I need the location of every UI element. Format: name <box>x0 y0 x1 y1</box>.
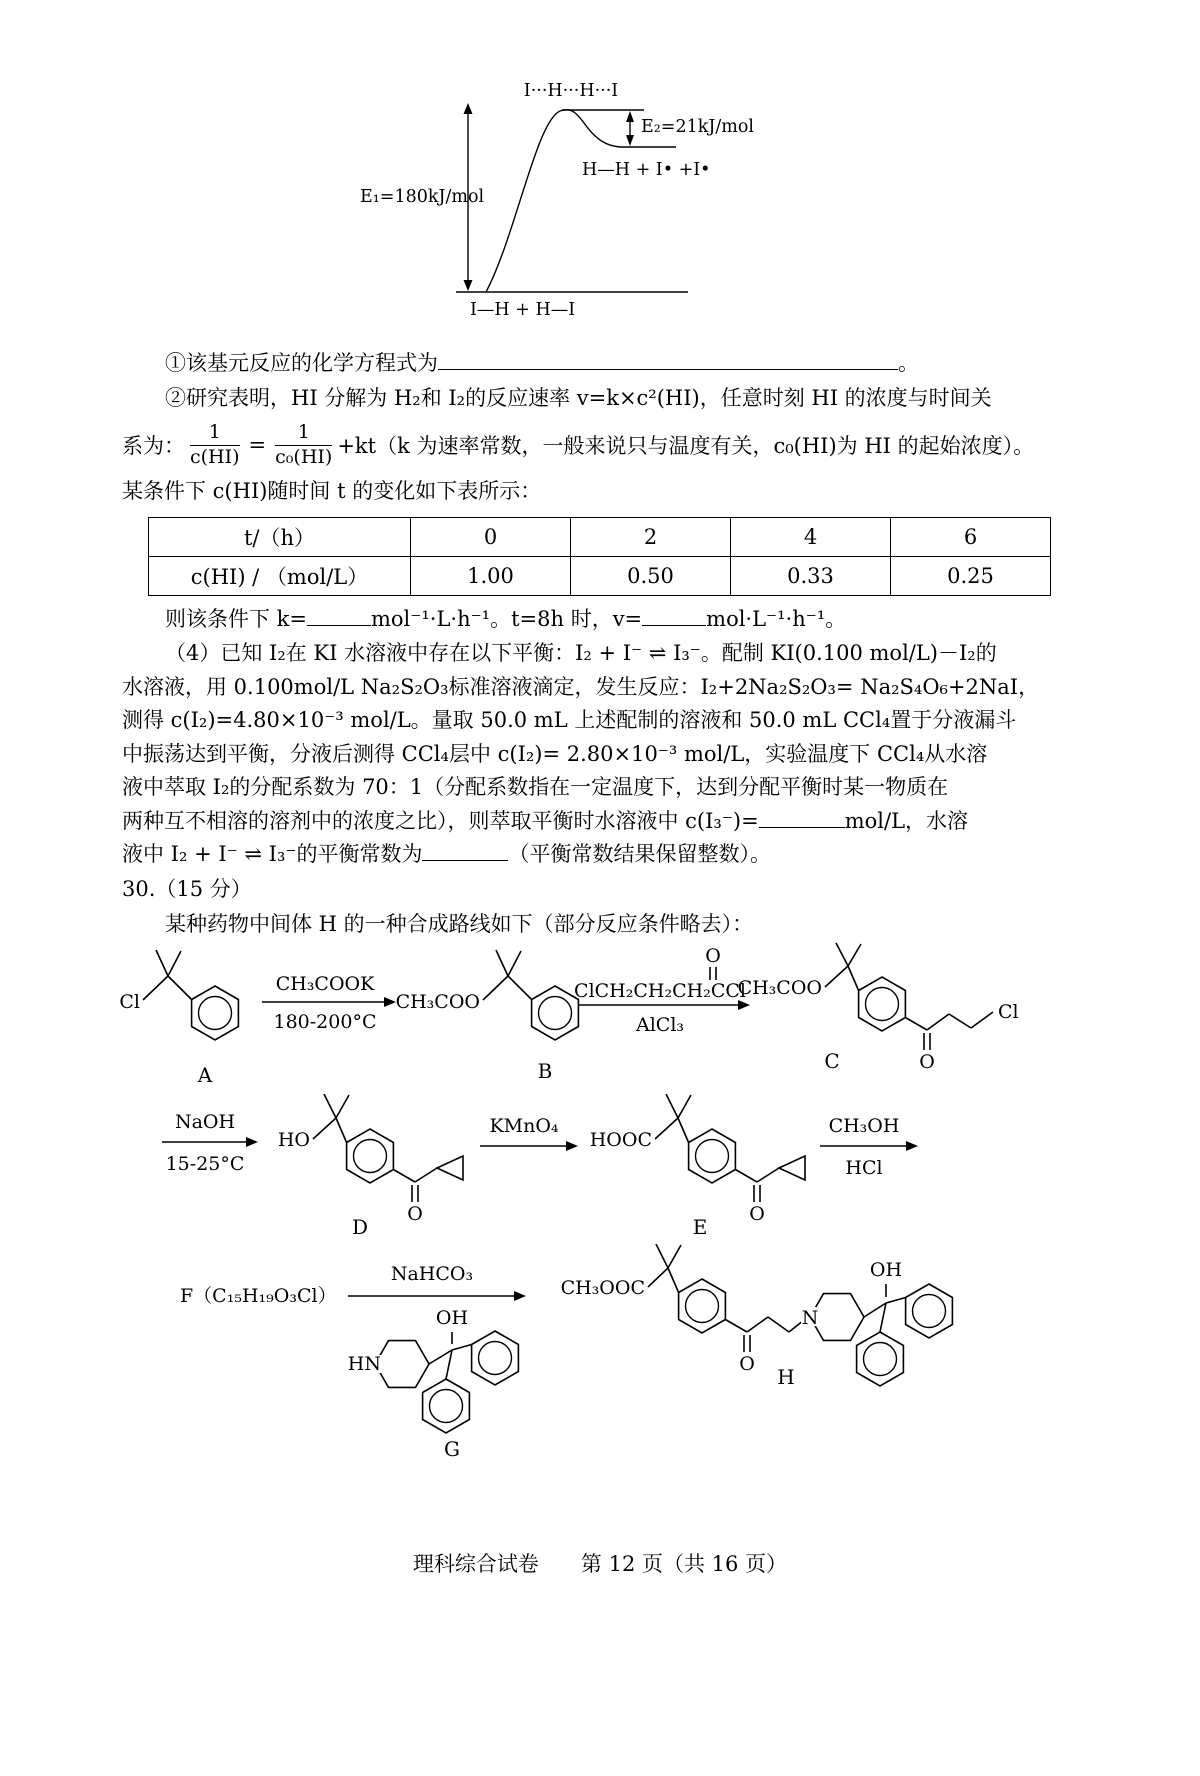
reaction-arrow-6 <box>348 1263 526 1301</box>
p4-line: 测得 c(I₂)=4.80×10⁻³ mol/L。量取 50.0 mL 上述配制的溶液和 50.0 mL CCl₄置于分液漏斗 <box>122 708 1017 732</box>
cl-atom-label: Cl <box>119 990 140 1013</box>
hn-label: HN <box>347 1352 381 1375</box>
page-footer: 理科综合试卷 第 12 页（共 16 页） <box>412 1551 788 1576</box>
fraction-1 <box>190 422 240 469</box>
table-cell: c(HI) / （mol/L） <box>149 557 411 596</box>
question-part-4 <box>122 637 1112 872</box>
k-text-a: 则该条件下 k= <box>165 607 307 631</box>
p4-line: 液中萃取 I₂的分配系数为 70：1（分配系数指在一定温度下，达到分配平衡时某一物质在 <box>122 775 949 799</box>
reagent-label: CH₃COOK <box>275 972 375 995</box>
structure-c <box>738 943 1019 1073</box>
answer-blank-ci3 <box>759 805 845 827</box>
synthesis-row-1 <box>0 942 1100 1094</box>
cyclopropane-ring <box>779 1156 805 1180</box>
ground-state-label: I—H + H—I <box>470 300 576 320</box>
reagent-label: KMnO₄ <box>489 1114 559 1137</box>
fraction-1-den: c(HI) <box>190 445 240 468</box>
e2-arrowhead-down <box>626 135 634 146</box>
compound-label-g: G <box>444 1436 460 1461</box>
condition-label: HCl <box>845 1156 883 1179</box>
reaction-arrow-3 <box>162 1111 258 1175</box>
structure-g <box>348 1307 519 1461</box>
ch3ooc-label: CH₃OOC <box>560 1276 645 1299</box>
relation-prefix: 系为： <box>122 434 185 458</box>
answer-blank-kc <box>422 839 508 861</box>
q-line-relation <box>122 416 1112 474</box>
k-text-b: mol⁻¹·L·h⁻¹。t=8h 时，v= <box>371 607 643 631</box>
oh-label: OH <box>435 1306 469 1329</box>
structure-e <box>590 1094 805 1239</box>
benzene-ring <box>859 977 906 1031</box>
benzene-ring <box>423 1379 470 1433</box>
reagent-label: NaHCO₃ <box>390 1262 474 1285</box>
cl-atom-label: Cl <box>998 1000 1019 1023</box>
condition-label: 180-200°C <box>273 1010 377 1033</box>
hooc-label: HOOC <box>589 1128 652 1151</box>
p4-line <box>122 838 1112 872</box>
table-cell: 2 <box>571 518 731 557</box>
compound-label-h: H <box>777 1364 795 1389</box>
p4-line7-b: （平衡常数结果保留整数）。 <box>508 842 771 866</box>
q-equation-text: ①该基元反应的化学方程式为 <box>165 351 438 375</box>
e1-arrowhead-down <box>464 280 473 291</box>
table-cell: 0 <box>411 518 571 557</box>
reaction-arrow-5 <box>820 1115 918 1179</box>
table-cell: 6 <box>891 518 1051 557</box>
p4-line: 中振荡达到平衡，分液后测得 CCl₄层中 c(I₂)= 2.80×10⁻³ mol/L，实验温度下 CCl₄从水溶 <box>122 741 988 766</box>
table-cell: t/（h） <box>149 518 411 557</box>
e1-arrowhead-up <box>464 103 473 114</box>
ketone-o-label: O <box>407 1202 423 1225</box>
fraction-1-num: 1 <box>190 422 240 446</box>
k-text-c: mol·L⁻¹·h⁻¹。 <box>706 607 847 631</box>
e2-label: E₂=21kJ/mol <box>641 117 754 137</box>
hi-concentration-table <box>148 517 1051 596</box>
p4-line7-a: 液中 I₂ + I⁻ ⇌ I₃⁻的平衡常数为 <box>122 842 423 866</box>
q-line-equation <box>122 346 1112 381</box>
table-header-row <box>149 518 1051 557</box>
table-cell: 4 <box>731 518 891 557</box>
structure-d <box>278 1094 463 1239</box>
compound-label-e: E <box>692 1214 708 1239</box>
cyclopropane-ring <box>437 1156 463 1180</box>
benzene-ring <box>347 1129 394 1183</box>
benzene-ring <box>857 1332 904 1386</box>
e1-label: E₁=180kJ/mol <box>360 187 485 207</box>
energy-diagram <box>358 80 838 332</box>
p4-line6-a: 两种互不相溶的溶剂中的浓度之比），则萃取平衡时水溶液中 c(I₃⁻)= <box>122 808 759 833</box>
synthesis-row-3 <box>0 1244 1100 1462</box>
table-cell: 1.00 <box>411 557 571 596</box>
fraction-2-num: 1 <box>275 422 332 446</box>
q-equation-period: 。 <box>898 351 919 375</box>
table-cell: 0.33 <box>731 557 891 596</box>
ho-label: HO <box>277 1128 310 1151</box>
ketone-o-label: O <box>739 1352 755 1375</box>
ketone-o-label: O <box>749 1202 765 1225</box>
benzene-ring <box>689 1129 736 1183</box>
p4-line <box>122 805 1112 839</box>
benzene-ring <box>472 1331 519 1385</box>
benzene-ring <box>679 1279 726 1333</box>
structure-h <box>561 1244 953 1389</box>
fraction-2 <box>275 422 332 469</box>
compound-label-a: A <box>197 1062 213 1087</box>
n-label: N <box>801 1306 819 1329</box>
benzene-ring <box>532 986 579 1040</box>
benzene-ring <box>192 986 239 1040</box>
reaction-arrow-2 <box>574 945 750 1036</box>
reaction-arrow-1 <box>262 973 396 1033</box>
q-line-table-intro: 某条件下 c(HI)随时间 t 的变化如下表所示： <box>122 479 542 503</box>
benzene-ring <box>906 1284 953 1338</box>
table-value-row <box>149 557 1051 596</box>
reaction-arrow-4 <box>480 1115 578 1151</box>
p4-line6-b: mol/L，水溶 <box>844 808 969 833</box>
table-cell: 0.50 <box>571 557 731 596</box>
p4-line: （4）已知 I₂在 KI 水溶液中存在以下平衡：I₂ + I⁻ ⇌ I₃⁻。配制 KI(0.100 mol/L)－I₂的 <box>165 641 997 665</box>
oh-label: OH <box>869 1258 903 1281</box>
intermediate-state-label: H—H + I• +I• <box>582 160 711 180</box>
exam-page <box>0 80 1200 942</box>
relation-suffix: +kt（k 为速率常数，一般来说只与温度有关，c₀(HI)为 HI 的起始浓度）。 <box>337 434 1035 458</box>
ketone-o-label: O <box>919 1050 935 1073</box>
table-cell: 0.25 <box>891 557 1051 596</box>
e2-arrowhead-up <box>626 111 634 122</box>
compound-label-b: B <box>537 1058 553 1083</box>
transition-state-label: I···H···H···I <box>523 81 619 101</box>
synthesis-row-2 <box>0 1094 1100 1244</box>
compound-label-d: D <box>351 1214 369 1239</box>
ch3coo-label: CH₃COO <box>395 990 480 1013</box>
compound-label-c: C <box>824 1048 840 1073</box>
answer-blank-equation <box>438 348 898 370</box>
q30-intro: 某种药物中间体 H 的一种合成路线如下（部分反应条件略去）： <box>165 911 754 936</box>
q30-number: 30.（15 分） <box>122 876 252 901</box>
answer-blank-k <box>307 604 371 626</box>
reagent-label: NaOH <box>174 1110 236 1133</box>
condition-label: AlCl₃ <box>635 1013 685 1036</box>
structure-b <box>396 950 579 1083</box>
answer-blank-v <box>642 604 706 626</box>
fraction-2-den: c₀(HI) <box>275 445 333 468</box>
q-line-rate: ②研究表明，HI 分解为 H₂和 I₂的反应速率 v=k×c²(HI)，任意时刻 HI 的浓度与时间关 <box>165 386 992 410</box>
piperidine-ring <box>375 1340 429 1387</box>
ch3coo-label: CH₃COO <box>737 976 822 999</box>
reagent-label: ClCH₂CH₂CH₂CCl <box>574 979 746 1002</box>
carbonyl-o-label: O <box>705 944 721 967</box>
equals-sign: = <box>248 433 267 457</box>
compound-f-formula: F（C₁₅H₁₉O₃Cl） <box>180 1284 337 1307</box>
structure-a <box>119 950 238 1087</box>
k-result-line <box>122 602 1112 637</box>
condition-label: 15-25°C <box>165 1152 245 1175</box>
energy-diagram-wrap <box>358 80 1112 332</box>
reagent-label: CH₃OH <box>828 1114 900 1137</box>
p4-line: 水溶液，用 0.100mol/L Na₂S₂O₃标准溶液滴定，发生反应：I₂+2Na₂S₂O₃= Na₂S₄O₆+2NaI， <box>122 674 1040 699</box>
